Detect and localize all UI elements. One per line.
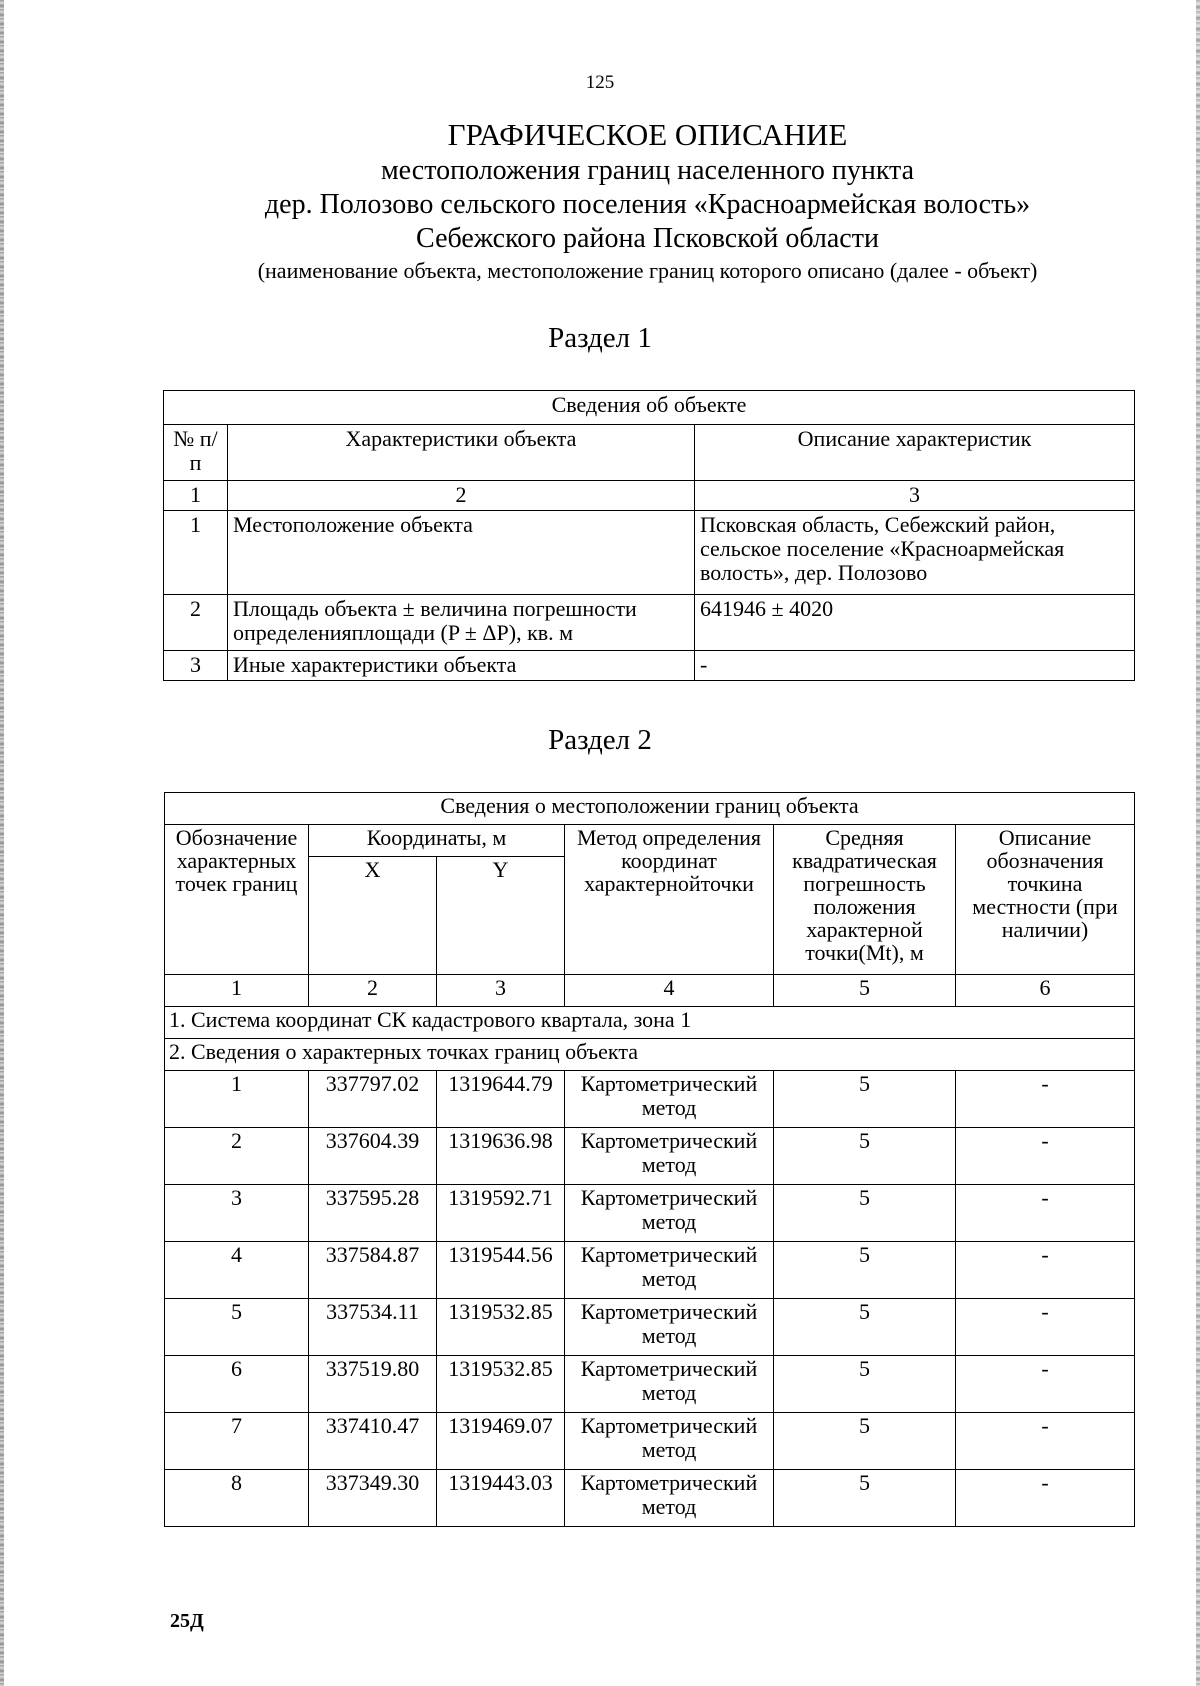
column-header: Характеристики объекта bbox=[228, 425, 695, 481]
table-row bbox=[165, 1299, 1135, 1356]
title-line-4: Себежского района Псковской области bbox=[416, 223, 879, 254]
point-description: - bbox=[956, 1128, 1135, 1185]
point-accuracy: 5 bbox=[774, 1128, 956, 1185]
document-title bbox=[160, 116, 1135, 286]
table-row bbox=[165, 1356, 1135, 1413]
point-id: 6 bbox=[165, 1356, 309, 1413]
column-number: 1 bbox=[165, 975, 309, 1007]
point-id: 4 bbox=[165, 1242, 309, 1299]
point-id: 8 bbox=[165, 1470, 309, 1527]
table-row bbox=[164, 595, 1135, 651]
point-description: - bbox=[956, 1299, 1135, 1356]
point-id: 3 bbox=[165, 1185, 309, 1242]
characteristic-cell: Местоположение объекта bbox=[228, 511, 695, 595]
point-description: - bbox=[956, 1071, 1135, 1128]
column-header-coordinates: Координаты, м bbox=[309, 825, 565, 857]
point-method: Картометрический метод bbox=[565, 1185, 774, 1242]
point-x: 337797.02 bbox=[309, 1071, 437, 1128]
scan-edge-right bbox=[1196, 0, 1200, 1686]
point-x: 337604.39 bbox=[309, 1128, 437, 1185]
table-row bbox=[164, 651, 1135, 681]
point-id: 2 bbox=[165, 1128, 309, 1185]
point-x: 337519.80 bbox=[309, 1356, 437, 1413]
boundary-points-table bbox=[164, 792, 1135, 1527]
point-method: Картометрический метод bbox=[565, 1071, 774, 1128]
table-row bbox=[165, 1185, 1135, 1242]
point-method: Картометрический метод bbox=[565, 1128, 774, 1185]
point-method: Картометрический метод bbox=[565, 1356, 774, 1413]
point-accuracy: 5 bbox=[774, 1413, 956, 1470]
table-row bbox=[165, 1128, 1135, 1185]
row-number: 3 bbox=[164, 651, 228, 681]
column-header-designation: Обозначение характерных точек границ bbox=[165, 825, 309, 975]
point-x: 337410.47 bbox=[309, 1413, 437, 1470]
point-accuracy: 5 bbox=[774, 1299, 956, 1356]
point-description: - bbox=[956, 1185, 1135, 1242]
point-x: 337534.11 bbox=[309, 1299, 437, 1356]
point-x: 337349.30 bbox=[309, 1470, 437, 1527]
title-main: ГРАФИЧЕСКОЕ ОПИСАНИЕ bbox=[447, 117, 848, 152]
row-number: 1 bbox=[164, 511, 228, 595]
point-id: 1 bbox=[165, 1071, 309, 1128]
point-method: Картометрический метод bbox=[565, 1242, 774, 1299]
characteristic-cell: Иные характеристики объекта bbox=[228, 651, 695, 681]
point-accuracy: 5 bbox=[774, 1470, 956, 1527]
point-accuracy: 5 bbox=[774, 1356, 956, 1413]
point-method: Картометрический метод bbox=[565, 1413, 774, 1470]
characteristic-cell: Площадь объекта ± величина погрешности определенияплощади (P ± ΔP), кв. м bbox=[228, 595, 695, 651]
table-row bbox=[165, 1470, 1135, 1527]
point-id: 7 bbox=[165, 1413, 309, 1470]
coordinate-system-row: 1. Система координат СК кадастрового квартала, зона 1 bbox=[165, 1007, 1135, 1039]
footer-code: 25Д bbox=[170, 1610, 204, 1632]
column-number: 1 bbox=[164, 481, 228, 511]
point-y: 1319636.98 bbox=[437, 1128, 565, 1185]
point-x: 337595.28 bbox=[309, 1185, 437, 1242]
point-method: Картометрический метод bbox=[565, 1470, 774, 1527]
table-title: Сведения о местоположении границ объекта bbox=[165, 793, 1135, 825]
table-row bbox=[165, 1413, 1135, 1470]
column-header: № п/п bbox=[164, 425, 228, 481]
column-number: 3 bbox=[437, 975, 565, 1007]
table-row bbox=[165, 1071, 1135, 1128]
point-y: 1319443.03 bbox=[437, 1470, 565, 1527]
point-description: - bbox=[956, 1356, 1135, 1413]
column-number: 2 bbox=[228, 481, 695, 511]
point-description: - bbox=[956, 1413, 1135, 1470]
title-line-2: местоположения границ населенного пункта bbox=[380, 155, 915, 186]
object-info-table bbox=[163, 390, 1135, 681]
column-header: Описание характеристик bbox=[695, 425, 1135, 481]
point-x: 337584.87 bbox=[309, 1242, 437, 1299]
page-number: 125 bbox=[585, 72, 615, 93]
scan-edge-left bbox=[0, 0, 4, 1686]
table-row bbox=[164, 511, 1135, 595]
point-y: 1319644.79 bbox=[437, 1071, 565, 1128]
description-cell: 641946 ± 4020 bbox=[695, 595, 1135, 651]
point-y: 1319544.56 bbox=[437, 1242, 565, 1299]
column-number: 2 bbox=[309, 975, 437, 1007]
section-2-heading: Раздел 2 bbox=[548, 724, 652, 756]
table-title: Сведения об объекте bbox=[164, 391, 1135, 425]
point-accuracy: 5 bbox=[774, 1071, 956, 1128]
point-method: Картометрический метод bbox=[565, 1299, 774, 1356]
column-number: 3 bbox=[695, 481, 1135, 511]
title-note: (наименование объекта, местоположение границ которого описано (далее - объект) bbox=[257, 258, 1038, 283]
point-description: - bbox=[956, 1242, 1135, 1299]
column-number: 5 bbox=[774, 975, 956, 1007]
points-section-row: 2. Сведения о характерных точках границ объекта bbox=[165, 1039, 1135, 1071]
point-y: 1319532.85 bbox=[437, 1356, 565, 1413]
point-accuracy: 5 bbox=[774, 1242, 956, 1299]
point-y: 1319592.71 bbox=[437, 1185, 565, 1242]
column-header-x: X bbox=[309, 857, 437, 975]
point-y: 1319469.07 bbox=[437, 1413, 565, 1470]
point-accuracy: 5 bbox=[774, 1185, 956, 1242]
point-y: 1319532.85 bbox=[437, 1299, 565, 1356]
title-line-3: дер. Полозово сельского поселения «Красноармейская волость» bbox=[264, 189, 1031, 220]
point-description: - bbox=[956, 1470, 1135, 1527]
column-number: 6 bbox=[956, 975, 1135, 1007]
table-row bbox=[165, 1242, 1135, 1299]
row-number: 2 bbox=[164, 595, 228, 651]
column-header-description: Описание обозначения точкина местности (при наличии) bbox=[956, 825, 1135, 975]
column-header-method: Метод определения координат характернойточки bbox=[565, 825, 774, 975]
column-number: 4 bbox=[565, 975, 774, 1007]
description-cell: - bbox=[695, 651, 1135, 681]
column-header-accuracy: Средняя квадратическая погрешность положения характерной точки(Mt), м bbox=[774, 825, 956, 975]
column-header-y: Y bbox=[437, 857, 565, 975]
description-cell: Псковская область, Себежский район, сельское поселение «Красноармейская волость», дер. Полозово bbox=[695, 511, 1135, 595]
section-1-heading: Раздел 1 bbox=[548, 322, 652, 354]
point-id: 5 bbox=[165, 1299, 309, 1356]
